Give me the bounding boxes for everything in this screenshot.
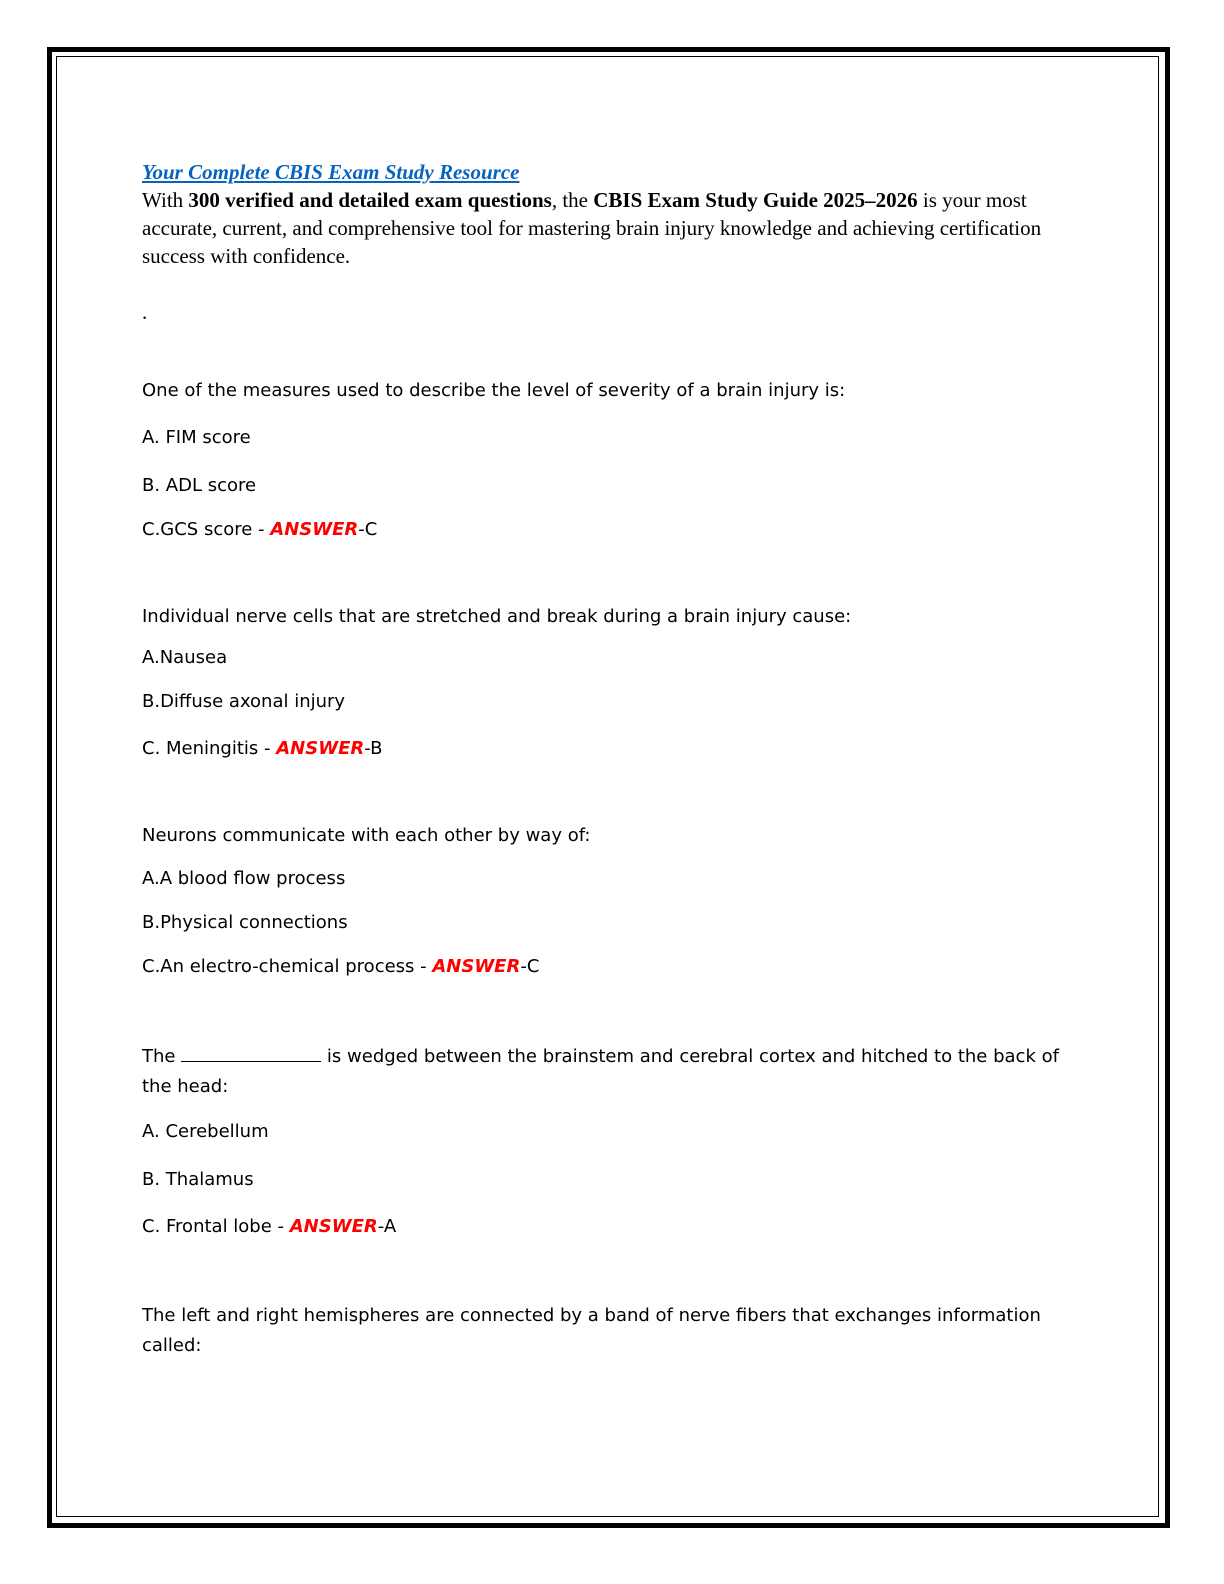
question-block-3 [142, 821, 1062, 979]
option-a: A. Cerebellum [142, 1121, 269, 1142]
option-c [142, 518, 1062, 542]
answer-letter: -A [377, 1216, 397, 1237]
answer-letter: -C [358, 519, 378, 540]
question-block-4 [142, 1042, 1062, 1239]
answer-label: ANSWER [289, 1216, 378, 1237]
intro-mid: , the [551, 188, 594, 212]
intro-rest: is your most accurate, current, and comprehensive tool for mastering brain injury knowledge and achieving certification success with confidence. [142, 188, 1042, 268]
intro-bold-questions: 300 verified and detailed exam questions [188, 188, 552, 212]
question-text: The left and right hemispheres are connected by a band of nerve fibers that exchanges information called: [142, 1305, 1041, 1356]
answer-letter: -B [364, 738, 383, 759]
option-b: B. ADL score [142, 475, 257, 496]
resource-title-link[interactable]: Your Complete CBIS Exam Study Resource [142, 160, 520, 184]
option-a: A. FIM score [142, 427, 251, 448]
question-text-pre: The [142, 1046, 182, 1067]
option-c-label: C.GCS score - [142, 519, 271, 540]
option-c-label: C. Meningitis - [142, 738, 277, 759]
option-b: B.Physical connections [142, 912, 348, 933]
question-text [142, 1042, 1062, 1102]
option-c [142, 955, 1062, 979]
answer-letter: -C [520, 956, 540, 977]
option-c-label: C.An electro-chemical process - [142, 956, 433, 977]
option-a: A.Nausea [142, 647, 228, 668]
option-b: B. Thalamus [142, 1169, 254, 1190]
question-text-post: is wedged between the brainstem and cerebral cortex and hitched to the back of the head: [142, 1046, 1059, 1097]
option-c [142, 737, 1062, 761]
option-c-label: C. Frontal lobe - [142, 1216, 290, 1237]
answer-label: ANSWER [276, 738, 365, 759]
question-block-1 [142, 376, 1062, 542]
answer-label: ANSWER [432, 956, 521, 977]
answer-label: ANSWER [270, 519, 359, 540]
intro-paragraph [142, 186, 1062, 270]
question-text: One of the measures used to describe the level of severity of a brain injury is: [142, 380, 846, 401]
question-text: Neurons communicate with each other by way of: [142, 825, 591, 846]
option-b: B.Diffuse axonal injury [142, 691, 346, 712]
separator-dot: . [142, 300, 148, 324]
option-c [142, 1215, 1062, 1239]
question-text: Individual nerve cells that are stretched and break during a brain injury cause: [142, 606, 852, 627]
question-block-5 [142, 1301, 1062, 1361]
intro-with: With [142, 188, 189, 212]
fill-in-blank [181, 1043, 321, 1062]
question-block-2 [142, 602, 1062, 761]
intro-bold-guide: CBIS Exam Study Guide 2025–2026 [593, 188, 918, 212]
option-a: A.A blood flow process [142, 868, 346, 889]
document-content [142, 158, 1062, 1361]
